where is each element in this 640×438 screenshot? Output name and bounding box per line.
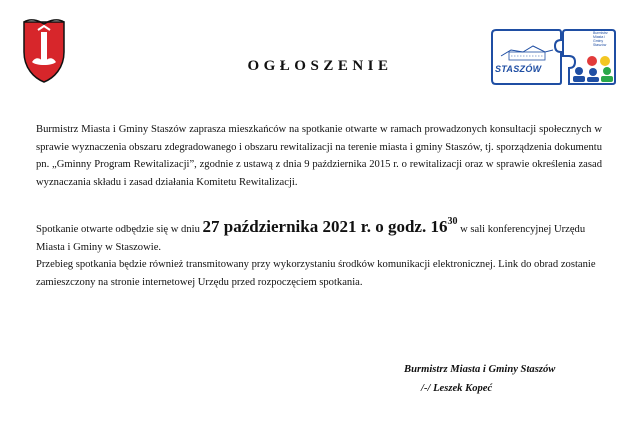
meeting-date: 27 października 2021 r. o godz. 16 xyxy=(202,217,448,236)
logo-subtext: Burmistrz Miasta i Gminy Staszów xyxy=(593,31,608,47)
signature xyxy=(404,360,555,398)
meeting-paragraph xyxy=(36,218,602,256)
intro-paragraph: Burmistrz Miasta i Gminy Staszów zaprasza mieszkańców na spotkanie otwarte w ramach prowadzonych konsultacji społecznych w sprawie wyznaczenia obszaru zdegradowanego i obszaru rewitalizacji na terenie miasta i gminy Staszów, tj. sporządzenia dokumentu pn. „Gminny Program Rewitalizacji”, zgodnie z ustawą z dnia 9 października 2015 r. o rewitalizacji oraz w sprawie określenia zasad wyznaczania składu i zasad działania Komitetu Rewitalizacji. xyxy=(36,124,602,188)
signature-name: /-/ Leszek Kopeć xyxy=(421,383,493,394)
logo-town-name: STASZÓW xyxy=(495,64,542,74)
meeting-suffix: w sali konferencyjnej Urzędu Miasta i Gminy w Staszowie. xyxy=(36,224,586,253)
transmission-paragraph: Przebieg spotkania będzie również transmitowany przy wykorzystaniu środków komunikacji elektronicznej. Link do obrad zostanie zamieszczony na stronie internetowej Urzędu przed rozpoczęciem spotkania. xyxy=(36,259,596,288)
meeting-minutes: 30 xyxy=(447,216,458,227)
meeting-info xyxy=(36,218,602,291)
signature-title: Burmistrz Miasta i Gminy Staszów xyxy=(404,364,556,375)
meeting-prefix: Spotkanie otwarte odbędzie się w dniu xyxy=(36,224,203,235)
page-title: OGŁOSZENIE xyxy=(247,58,393,74)
